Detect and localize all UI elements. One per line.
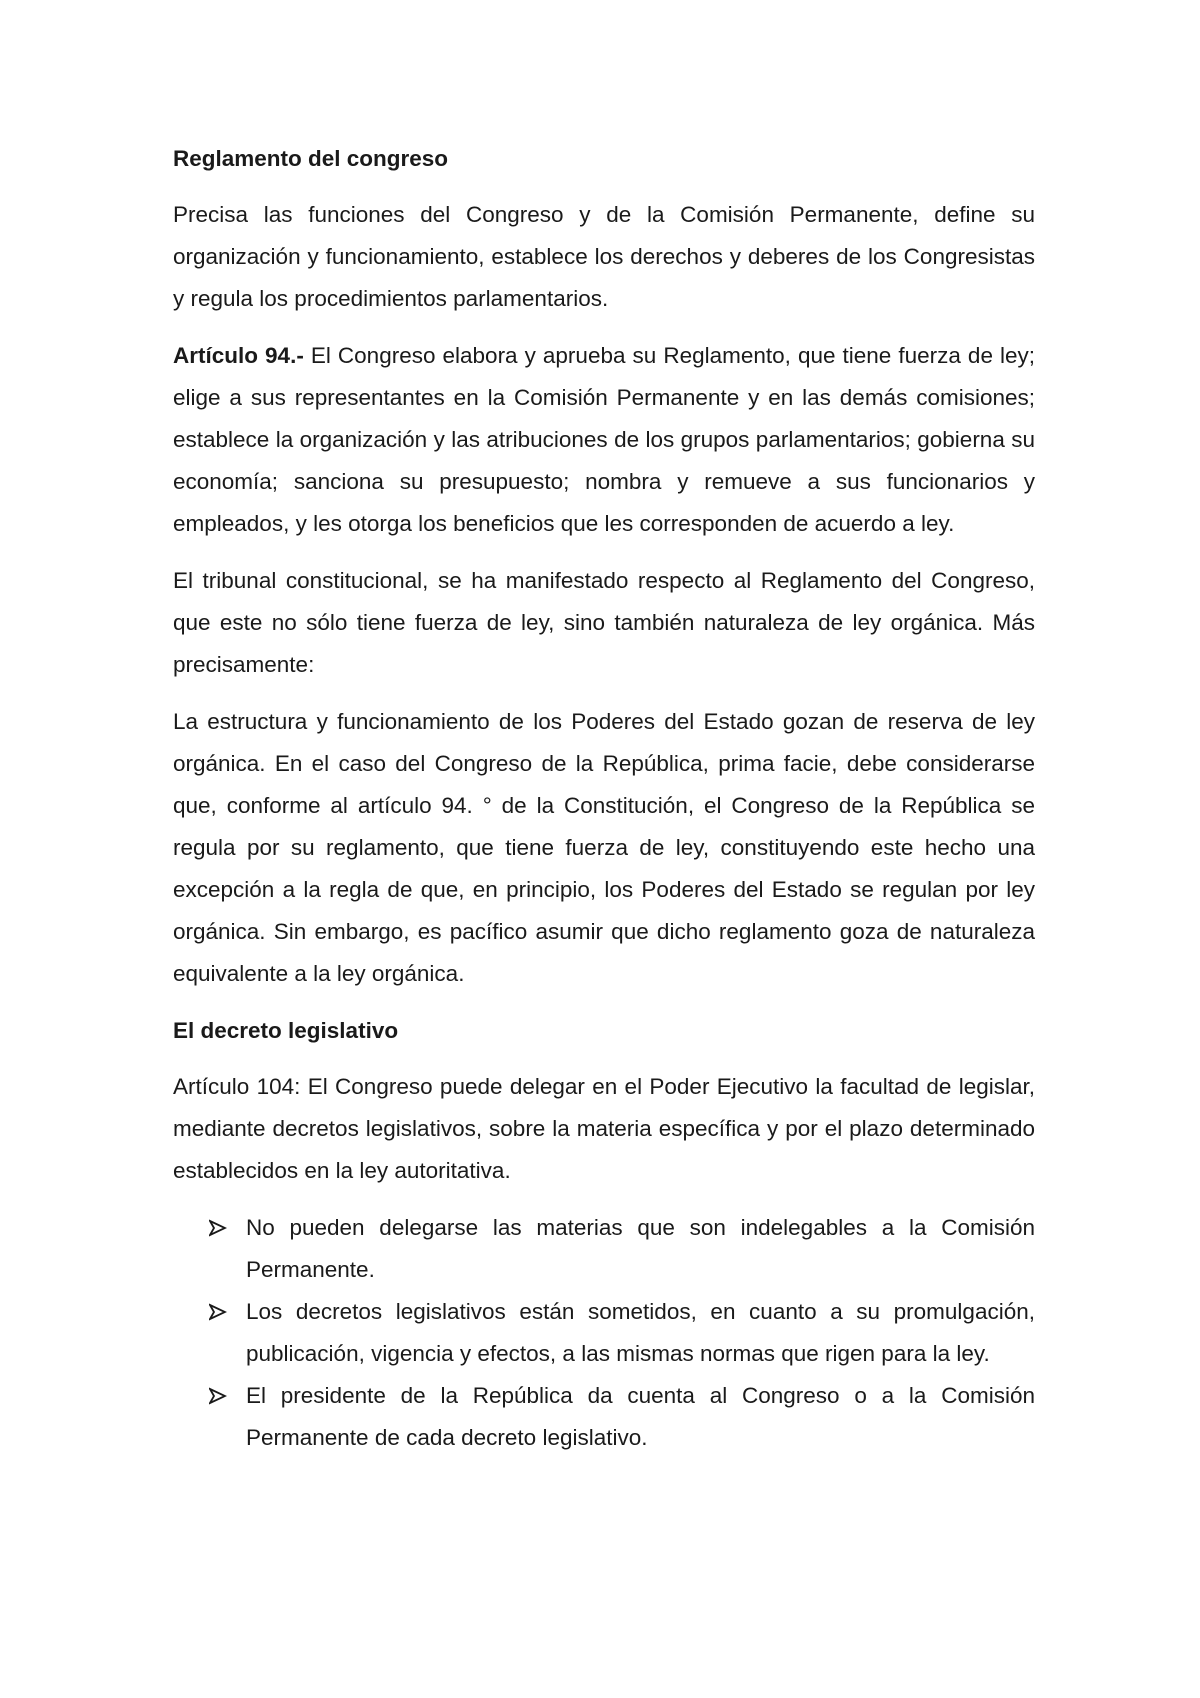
bullet-text: El presidente de la República da cuenta al Congreso o a la Comisión Permanente de cada decreto legislativo. [246, 1383, 1035, 1450]
arrowhead-bullet-icon [209, 1219, 227, 1237]
article-94-text: El Congreso elabora y aprueba su Reglamento, que tiene fuerza de ley; elige a sus representantes en la Comisión Permanente y en las demás comisiones; establece la organización y las atribuciones de los grupos parlamentarios; gobierna su economía; sanciona su presupuesto; nombra y remueve a sus funcionarios y empleados, y les otorga los beneficios que les corresponden de acuerdo a ley. [173, 343, 1036, 536]
bullet-text: Los decretos legislativos están sometidos, en cuanto a su promulgación, publicación, vigencia y efectos, a las mismas normas que rigen para la ley. [246, 1299, 1035, 1366]
document-page [173, 138, 1035, 1459]
list-item [173, 1375, 1035, 1459]
paragraph-intro: Precisa las funciones del Congreso y de la Comisión Permanente, define su organización y funcionamiento, establece los derechos y deberes de los Congresistas y regula los procedimientos parlamentarios. [173, 202, 1035, 311]
article-94-label: Artículo 94.- [173, 343, 304, 368]
section-heading-decreto: El decreto legislativo [173, 1018, 399, 1043]
bullet-list [173, 1207, 1035, 1459]
list-item [173, 1207, 1035, 1291]
arrowhead-bullet-icon [209, 1387, 227, 1405]
paragraph-tribunal: El tribunal constitucional, se ha manifestado respecto al Reglamento del Congreso, que este no sólo tiene fuerza de ley, sino también naturaleza de ley orgánica. Más precisamente: [173, 568, 1035, 677]
list-item [173, 1291, 1035, 1375]
section-heading-reglamento: Reglamento del congreso [173, 146, 449, 171]
paragraph-article-104: Artículo 104: El Congreso puede delegar en el Poder Ejecutivo la facultad de legislar, mediante decretos legislativos, sobre la materia específica y por el plazo determinado establecidos en la ley autoritativa. [173, 1074, 1035, 1183]
paragraph-quote: La estructura y funcionamiento de los Poderes del Estado gozan de reserva de ley orgánica. En el caso del Congreso de la República, prima facie, debe considerarse que, conforme al artículo 94. ° de la Constitución, el Congreso de la República se regula por su reglamento, que tiene fuerza de ley, constituyendo este hecho una excepción a la regla de que, en principio, los Poderes del Estado se regulan por ley orgánica. Sin embargo, es pacífico asumir que dicho reglamento goza de naturaleza equivalente a la ley orgánica. [173, 709, 1035, 986]
bullet-text: No pueden delegarse las materias que son indelegables a la Comisión Permanente. [246, 1215, 1035, 1282]
arrowhead-bullet-icon [209, 1303, 227, 1321]
paragraph-article-94 [173, 335, 1035, 545]
